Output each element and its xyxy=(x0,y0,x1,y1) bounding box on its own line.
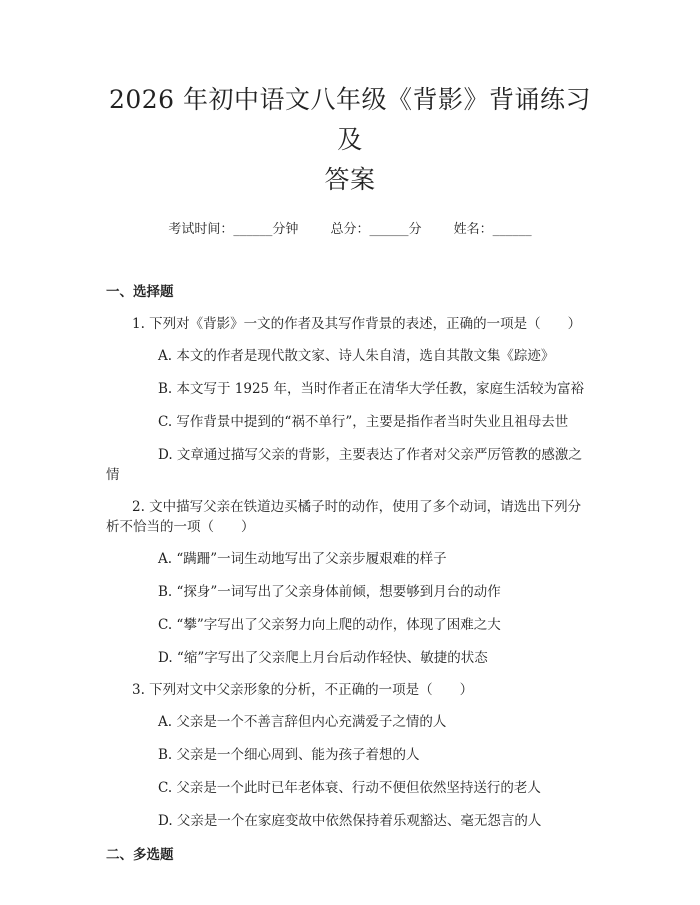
section-heading-choice: 一、选择题 xyxy=(106,284,174,300)
question-3-option-a: A. 父亲是一个不善言辞但内心充满爱子之情的人 xyxy=(158,714,447,730)
question-2-option-b: B. “探身”一词写出了父亲身体前倾，想要够到月台的动作 xyxy=(158,584,501,600)
question-1-option-c: C. 写作背景中提到的“祸不单行”，主要是指作者当时失业且祖母去世 xyxy=(158,414,569,430)
title-line-2: 答案 xyxy=(324,165,376,194)
section-heading-multi-choice: 二、多选题 xyxy=(106,847,174,863)
exam-time-field: 考试时间：______分钟 xyxy=(168,222,299,237)
document-title xyxy=(106,0,594,200)
question-3-option-d: D. 父亲是一个在家庭变故中依然保持着乐观豁达、毫无怨言的人 xyxy=(158,813,542,829)
question-2-option-d: D. “缩”字写出了父亲爬上月台后动作轻快、敏捷的状态 xyxy=(158,650,488,666)
question-2-option-c: C. “攀”字写出了父亲努力向上爬的动作，体现了困难之大 xyxy=(158,617,501,633)
student-name-field: 姓名：______ xyxy=(453,222,532,237)
question-1-option-a: A. 本文的作者是现代散文家、诗人朱自清，选自其散文集《踪迹》 xyxy=(158,348,555,364)
question-1-option-b: B. 本文写于 1925 年，当时作者正在清华大学任教，家庭生活较为富裕 xyxy=(158,381,584,397)
total-score-field: 总分：______分 xyxy=(330,222,422,237)
question-3-option-c: C. 父亲是一个此时已年老体衰、行动不便但依然坚持送行的老人 xyxy=(158,780,541,796)
question-1-option-d: D. 文章通过描写父亲的背影，主要表达了作者对父亲严厉管教的感激之情 xyxy=(106,447,582,483)
question-1: 1. 下列对《背影》一文的作者及其写作背景的表述，正确的一项是（ ） xyxy=(132,316,582,332)
question-3-option-b: B. 父亲是一个细心周到、能为孩子着想的人 xyxy=(158,747,420,763)
exam-info-line xyxy=(106,220,594,240)
question-2-option-a: A. “蹒跚”一词生动地写出了父亲步履艰难的样子 xyxy=(158,551,447,567)
question-3: 3. 下列对文中父亲形象的分析，不正确的一项是（ ） xyxy=(132,682,474,698)
question-2: 2. 文中描写父亲在铁道边买橘子时的动作，使用了多个动词，请选出下列分析不恰当的一项（ ） xyxy=(106,499,582,535)
title-line-1: 2026 年初中语文八年级《背影》背诵练习及 xyxy=(108,85,592,154)
